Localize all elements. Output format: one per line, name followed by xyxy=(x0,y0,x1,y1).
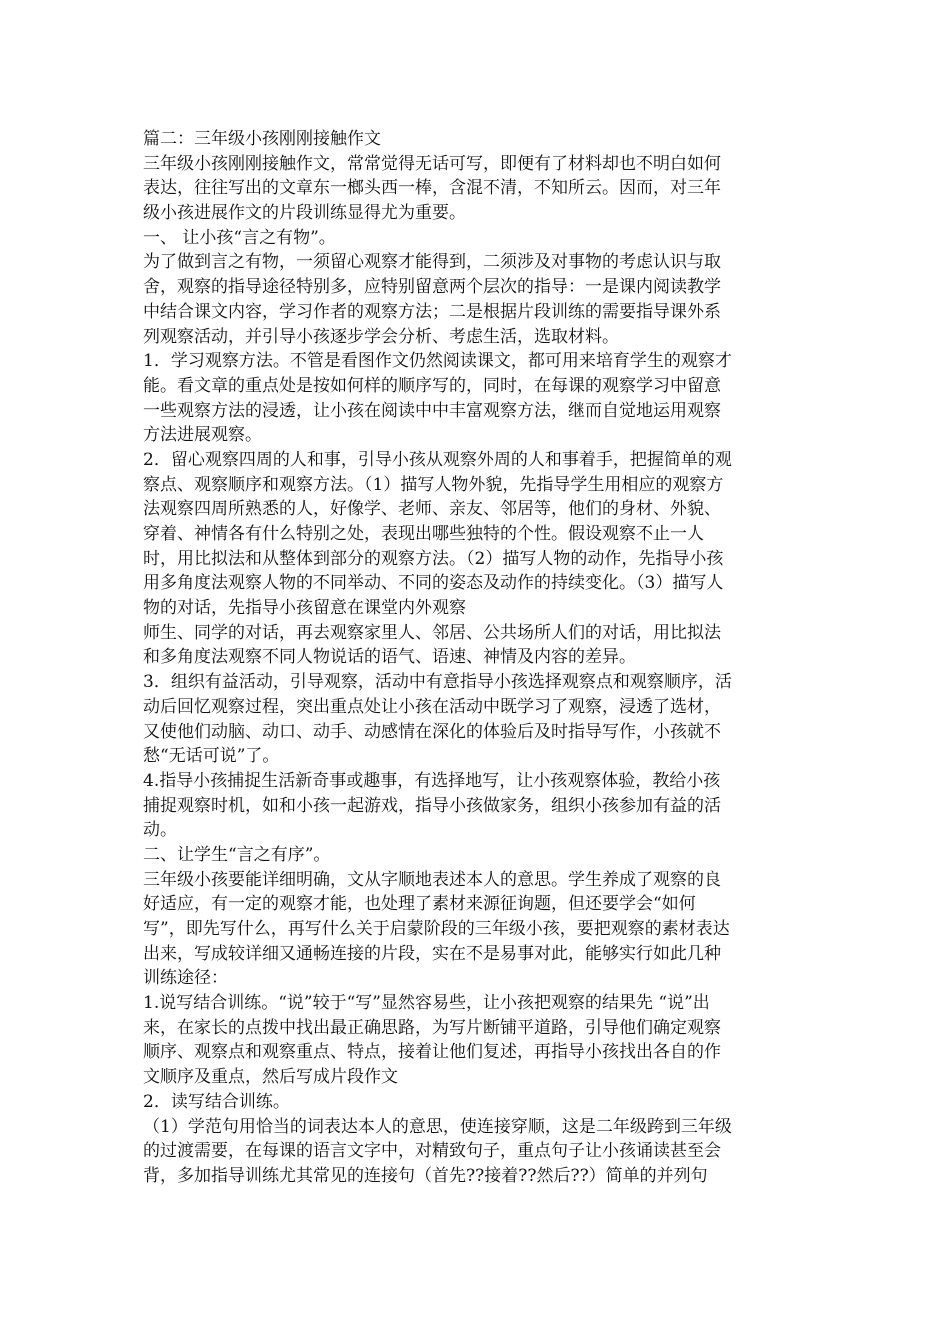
text-line: 三年级小孩要能详细明确，文从字顺地表述本人的意思。学生养成了观察的良 xyxy=(143,869,721,890)
text-line: 物的对话，先指导小孩留意在课堂内外观察 xyxy=(143,598,466,619)
text-line: 中结合课文内容，学习作者的观察方法；二是根据片段训练的需要指导课外系 xyxy=(143,301,721,322)
text-line: 一些观察方法的浸透，让小孩在阅读中中丰富观察方法，继而自觉地运用观察 xyxy=(143,400,721,421)
document-body xyxy=(143,127,813,1189)
text-line: 来，在家长的点拨中找出最正确思路，为写片断铺平道路，引导他们确定观察 xyxy=(143,1017,721,1038)
text-line: 3．组织有益活动，引导观察，活动中有意指导小孩选择观察点和观察顺序，活 xyxy=(143,672,732,693)
text-line: 用多角度法观察人物的不同举动、不同的姿态及动作的持续变化。（3）描写人 xyxy=(143,573,724,594)
text-line: 察点、观察顺序和观察方法。（1）描写人物外貌，先指导学生用相应的观察方 xyxy=(143,474,724,495)
text-line: 2．留心观察四周的人和事，引导小孩从观察外周的人和事着手，把握简单的观 xyxy=(143,449,732,470)
text-line: 舍，观察的指导途径特别多，应特别留意两个层次的指导：一是课内阅读教学 xyxy=(143,277,721,298)
text-line: 为了做到言之有物，一须留心观察才能得到，二须涉及对事物的考虑认识与取 xyxy=(143,252,721,273)
text-line: 1.说写结合训练。“说”较于“写”显然容易些，让小孩把观察的结果先 “说”出 xyxy=(143,993,710,1014)
text-line: 三年级小孩刚刚接触作文，常常觉得无话可写，即便有了材料却也不明白如何 xyxy=(143,153,721,174)
text-line: 写”，即先写什么，再写什么关于启蒙阶段的三年级小孩，要把观察的素材表达 xyxy=(143,919,730,939)
text-line: 2．读写结合训练。 xyxy=(143,1091,290,1112)
text-line: 时，用比拟法和从整体到部分的观察方法。（2）描写人物的动作，先指导小孩 xyxy=(143,548,724,569)
text-line: （1）学范句用恰当的词表达本人的意思，使连接穿顺，这是二年级跨到三年级 xyxy=(143,1116,732,1137)
text-line: 顺序、观察点和观察重点、特点，接着让他们复述，再指导小孩找出各自的作 xyxy=(143,1042,721,1063)
text-line: 愁“无话可说”了。 xyxy=(143,746,280,767)
text-line: 出来，写成较详细又通畅连接的片段，实在不是易事对此，能够实行如此几种 xyxy=(143,943,721,964)
text-line: 列观察活动，并引导小孩逐步学会分析、考虑生活，选取材料。 xyxy=(143,326,619,347)
text-line: 方法进展观察。 xyxy=(143,425,262,446)
document-title: 篇二：三年级小孩刚刚接触作文 xyxy=(143,129,381,149)
text-line: 动后回忆观察过程，突出重点处让小孩在活动中既学习了观察，浸透了选材， xyxy=(143,696,721,717)
text-line: 法观察四周所熟悉的人，好像学、老师、亲友、邻居等，他们的身材、外貌、 xyxy=(143,499,721,520)
text-line: 穿着、神情各有什么特别之处，表现出哪些独特的个性。假设观察不止一人 xyxy=(143,524,704,544)
section-heading-1: 一、 让小孩“言之有物”。 xyxy=(143,227,336,248)
text-line: 捕捉观察时机，如和小孩一起游戏，指导小孩做家务，组织小孩参加有益的活 xyxy=(143,795,721,816)
text-line: 又使他们动脑、动口、动手、动感情在深化的体验后及时指导写作，小孩就不 xyxy=(143,721,721,742)
text-line: 级小孩进展作文的片段训练显得尤为重要。 xyxy=(143,203,466,224)
text-line: 和多角度法观察不同人物说话的语气、语速、神情及内容的差异。 xyxy=(143,647,636,668)
text-line: 文顺序及重点，然后写成片段作文 xyxy=(143,1067,398,1088)
text-line: 训练途径： xyxy=(143,968,228,989)
text-line: 的过渡需要，在每课的语言文字中，对精致句子，重点句子让小孩诵读甚至会 xyxy=(143,1141,721,1162)
text-line: 表达，往往写出的文章东一榔头西一棒，含混不清，不知所云。因而，对三年 xyxy=(143,178,721,199)
text-line: 4.指导小孩捕捉生活新奇事或趣事，有选择地写，让小孩观察体验，教给小孩 xyxy=(143,770,721,791)
text-line: 背，多加指导训练尤其常见的连接句（首先??接着??然后??）简单的并列句 xyxy=(143,1165,708,1186)
text-line: 能。看文章的重点处是按如何样的顺序写的，同时，在每课的观察学习中留意 xyxy=(143,375,721,396)
text-line: 好适应，有一定的观察才能，也处理了素材来源征询题，但还要学会“如何 xyxy=(143,894,696,915)
text-line: 1．学习观察方法。不管是看图作文仍然阅读课文，都可用来培育学生的观察才 xyxy=(143,351,732,372)
section-heading-2: 二、让学生“言之有序”。 xyxy=(143,844,331,865)
text-line: 动。 xyxy=(143,820,177,841)
text-line: 师生、同学的对话，再去观察家里人、邻居、公共场所人们的对话，用比拟法 xyxy=(143,622,721,643)
